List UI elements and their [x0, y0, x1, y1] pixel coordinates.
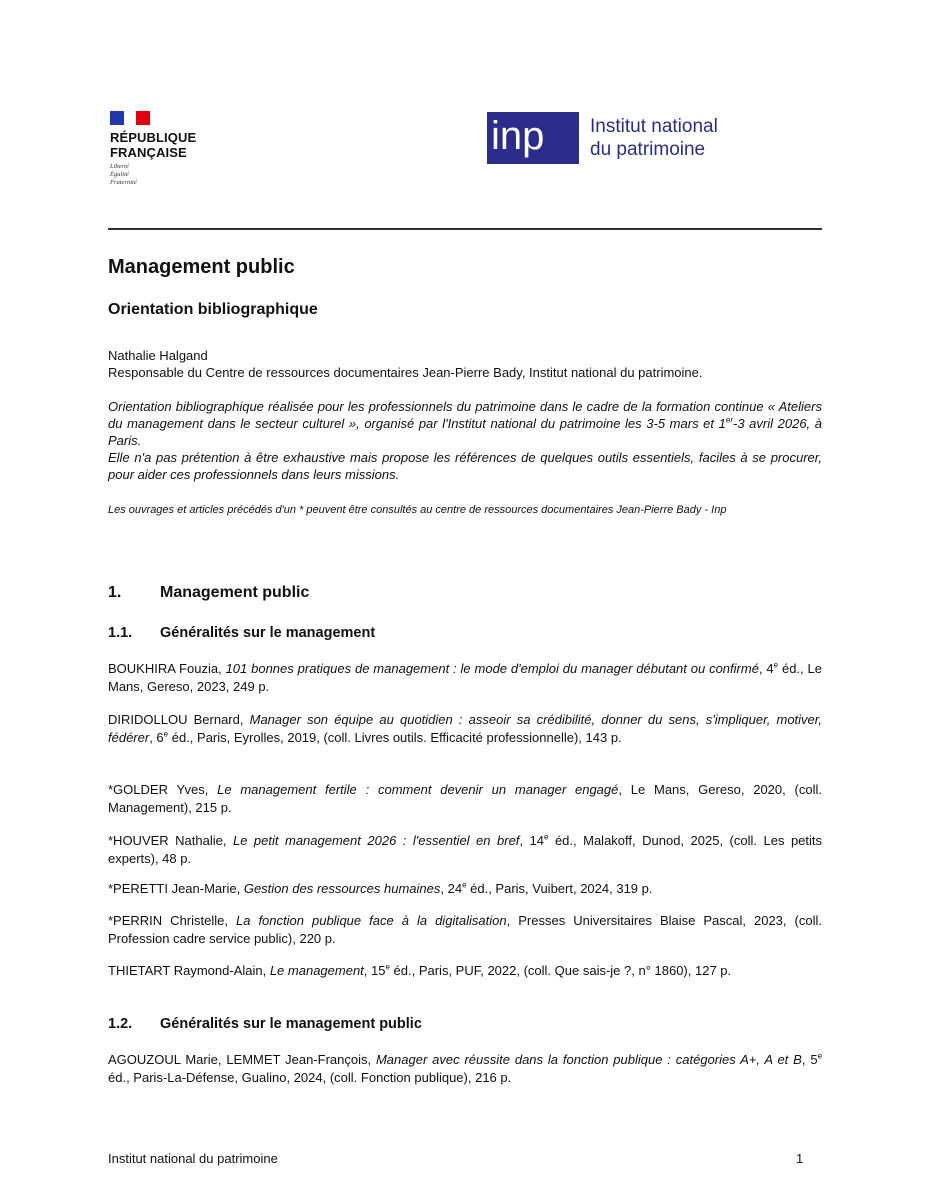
- footer-page-number: 1: [796, 1151, 804, 1166]
- author-name: Nathalie Halgand: [108, 348, 208, 363]
- section-heading-1: 1. Management public: [108, 584, 310, 601]
- republique-francaise-logo: [110, 111, 220, 187]
- french-flag-icon: [110, 111, 150, 125]
- rf-motto: [110, 163, 220, 187]
- reference-entry: *HOUVER Nathalie, Le petit management 2026 : l'essentiel en bref, 14e éd., Malakoff, Dunod, 2025, (coll. Les petits experts), 48 p.: [108, 832, 823, 866]
- motto-liberte: Liberté: [110, 163, 129, 170]
- author-role: Responsable du Centre de ressources documentaires Jean-Pierre Bady, Institut national du patrimoine.: [108, 365, 703, 380]
- author-block: [108, 347, 822, 381]
- section-heading-1-1: 1.1. Généralités sur le management: [108, 625, 376, 641]
- reference-entry: *GOLDER Yves, Le management fertile : comment devenir un manager engagé, Le Mans, Gereso, 2020, (coll. Management), 215 p.: [108, 782, 822, 815]
- inp-mark: inp: [487, 112, 579, 164]
- reference-entry: THIETART Raymond-Alain, Le management, 15e éd., Paris, PUF, 2022, (coll. Que sais-je ?, n° 1860), 127 p.: [108, 962, 732, 978]
- rf-name-line2: FRANÇAISE: [110, 145, 187, 160]
- reference-entry: AGOUZOUL Marie, LEMMET Jean-François, Manager avec réussite dans la fonction publique : catégories A+, A et B, 5e éd., Paris-La-Défense, Gualino, 2024, (coll. Fonction publique), 216 p.: [108, 1051, 823, 1085]
- reference-entry: *PERRIN Christelle, La fonction publique face à la digitalisation, Presses Universitaires Blaise Pascal, 2023, (coll. Profession cadre service public), 220 p.: [108, 913, 822, 946]
- document-subtitle: Orientation bibliographique: [108, 301, 318, 318]
- reference-entry: BOUKHIRA Fouzia, 101 bonnes pratiques de management : le mode d'emploi du manager débutant ou confirmé, 4e éd., Le Mans, Gereso, 2023, 249 p.: [108, 660, 822, 694]
- document-title: Management public: [108, 256, 295, 278]
- inp-logo: [487, 112, 718, 164]
- inp-wordmark-line1: Institut national: [590, 116, 718, 137]
- motto-egalite: Égalité: [110, 171, 129, 178]
- inp-wordmark-line2: du patrimoine: [590, 139, 706, 160]
- availability-note: Les ouvrages et articles précédés d'un * peuvent être consultés au centre de ressources documentaires Jean-Pierre Bady - Inp: [108, 504, 727, 516]
- section-heading-1-2: 1.2. Généralités sur le management public: [108, 1016, 422, 1032]
- footer-institution: Institut national du patrimoine: [108, 1151, 278, 1166]
- intro-paragraph-1: Orientation bibliographique réalisée pour les professionnels du patrimoine dans le cadre de la formation continue « Ateliers du management dans le secteur culturel », organisé par l'Institut national du patrimoine les 3-5 mars et 1er-3 avril 2026, à Paris.: [108, 399, 823, 448]
- reference-entry: *PERETTI Jean-Marie, Gestion des ressources humaines, 24e éd., Paris, Vuibert, 2024, 319 p.: [108, 880, 653, 896]
- rf-name-line1: RÉPUBLIQUE: [110, 130, 197, 145]
- reference-entry: DIRIDOLLOU Bernard, Manager son équipe au quotidien : asseoir sa crédibilité, donner du sens, s'impliquer, motiver, fédérer, 6e éd., Paris, Eyrolles, 2019, (coll. Livres outils. Efficacité professionnelle), 143 p.: [108, 712, 823, 745]
- intro-paragraph-2: Elle n'a pas prétention à être exhaustive mais propose les références de quelques outils essentiels, faciles à se procurer, pour aider ces professionnels dans leurs missions.: [108, 450, 822, 482]
- motto-fraternite: Fraternité: [110, 179, 137, 186]
- inp-wordmark: [590, 115, 718, 161]
- intro-block: [108, 398, 822, 483]
- header-divider: [108, 228, 822, 230]
